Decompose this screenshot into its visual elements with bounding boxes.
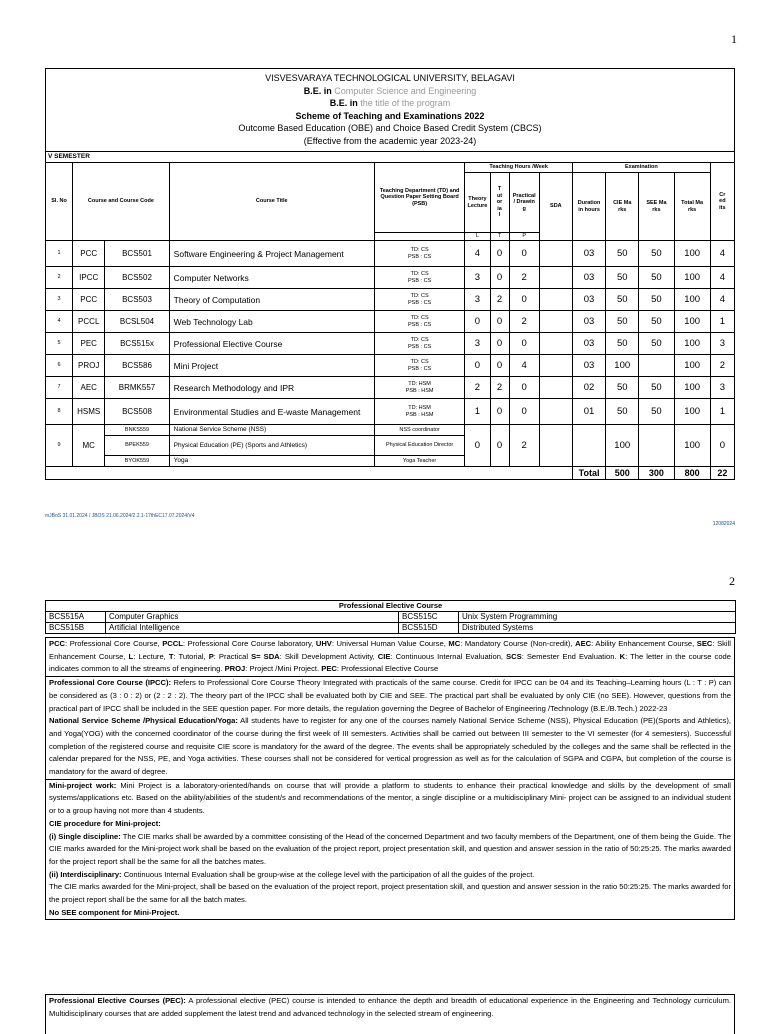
value-cie: 100 [606, 425, 639, 467]
elective-name: Artificial Intelligence [106, 623, 399, 634]
value-p: 4 [509, 355, 539, 377]
col-l: L [465, 233, 490, 241]
course-title: National Service Scheme (NSS) [169, 425, 374, 436]
footer-reference: mJBoS 31.01.2024 / JBOS 21.06.2024/2.2.1-17thEC17.07.2024/V4 [45, 513, 195, 519]
totals-cie: 500 [606, 467, 639, 480]
course-type: MC [73, 425, 105, 467]
value-credits: 4 [710, 241, 734, 267]
totals-row [46, 467, 735, 480]
col-dept: Teaching Department (TD) and Question Paper Setting Board (PSB) [374, 163, 465, 233]
course-department [374, 377, 465, 399]
value-cie: 50 [606, 311, 639, 333]
col-sl: Sl. No [46, 163, 73, 241]
col-t: T [490, 233, 509, 241]
value-l: 2 [465, 377, 490, 399]
course-title: Mini Project [169, 355, 374, 377]
value-dur: 03 [572, 289, 605, 311]
course-department: Physical Education Director [374, 436, 465, 456]
teaching-department: TD: CS [410, 247, 429, 253]
value-dur: 01 [572, 399, 605, 425]
elective-name: Computer Graphics [106, 612, 399, 623]
value-l: 3 [465, 289, 490, 311]
course-type: AEC [73, 377, 105, 399]
value-s [539, 241, 572, 267]
col-credits: Credits [710, 163, 734, 241]
value-t: 2 [490, 377, 509, 399]
paper-setting-board: PSB : CS [407, 343, 432, 350]
value-credits: 3 [710, 333, 734, 355]
totals-credits: 22 [710, 467, 734, 480]
value-total: 100 [674, 355, 710, 377]
effective-line: (Effective from the academic year 2023-24) [303, 135, 477, 146]
value-total: 100 [674, 289, 710, 311]
course-title: Software Engineering & Project Management [169, 241, 374, 267]
page-number: 1 [731, 32, 737, 46]
course-title: Web Technology Lab [169, 311, 374, 333]
elective-table-header: Professional Elective Course [46, 601, 736, 612]
totals-total: 800 [674, 467, 710, 480]
blank-cell [374, 233, 465, 241]
table-row [46, 377, 735, 399]
course-title: Theory of Computation [169, 289, 374, 311]
col-examination: Examination [572, 163, 710, 173]
value-l: 0 [465, 311, 490, 333]
row-sl: 7 [46, 377, 73, 399]
totals-see: 300 [639, 467, 674, 480]
paper-setting-board: PSB : HSM [405, 387, 434, 394]
course-title: Research Methodology and IPR [169, 377, 374, 399]
value-total: 100 [674, 399, 710, 425]
value-dur: 03 [572, 355, 605, 377]
col-see: SEE Marks [639, 173, 674, 241]
value-credits: 4 [710, 289, 734, 311]
course-type: IPCC [73, 267, 105, 289]
value-see: 50 [639, 333, 674, 355]
course-code: BCS515x [105, 333, 169, 355]
table-row [46, 311, 735, 333]
course-department [374, 333, 465, 355]
value-t: 2 [490, 289, 509, 311]
teaching-department: TD: CS [410, 293, 429, 299]
course-title: Yoga [169, 456, 374, 467]
value-see [639, 425, 674, 467]
value-cie: 50 [606, 399, 639, 425]
row-sl: 2 [46, 267, 73, 289]
pec-note: Professional Elective Courses (PEC): A professional elective (PEC) course is intended to enhance the depth and breadth of educational experience in the Engineering and Technology curriculum. Multidisciplinary courses that are added supplement the latest trend and advanced technology in the selected stream of engineering. [45, 994, 735, 1034]
elective-name: Unix System Programming [459, 612, 736, 623]
value-see: 50 [639, 289, 674, 311]
value-dur: 03 [572, 311, 605, 333]
totals-label: Total [572, 467, 605, 480]
course-code: BNKS559 [105, 425, 169, 436]
course-department: Yoga Teacher [374, 456, 465, 467]
value-p: 2 [509, 311, 539, 333]
teaching-department: TD: CS [410, 271, 429, 277]
course-title: Computer Networks [169, 267, 374, 289]
teaching-department: TD: CS [410, 337, 429, 343]
obe-line: Outcome Based Education (OBE) and Choice Based Credit System (CBCS) [238, 123, 542, 133]
col-tutorial: Tutorial [490, 173, 509, 233]
value-total: 100 [674, 311, 710, 333]
value-credits: 2 [710, 355, 734, 377]
col-theory: Theory Lecture [465, 173, 490, 233]
value-s [539, 377, 572, 399]
table-row [46, 241, 735, 267]
value-s [539, 425, 572, 467]
course-department [374, 311, 465, 333]
table-row [46, 612, 736, 623]
table-row [46, 267, 735, 289]
value-t: 0 [490, 241, 509, 267]
course-department [374, 267, 465, 289]
value-cie: 50 [606, 289, 639, 311]
course-type: PCC [73, 241, 105, 267]
program-line-2: B.E. in the title of the program [329, 98, 451, 108]
value-l: 3 [465, 333, 490, 355]
value-see: 50 [639, 377, 674, 399]
value-see: 50 [639, 267, 674, 289]
value-p: 2 [509, 425, 539, 467]
col-cie: CIE Marks [606, 173, 639, 241]
page-number-2: 2 [729, 574, 735, 588]
program-line-1: B.E. in Computer Science and Engineering [303, 85, 477, 96]
course-department: NSS coordinator [374, 425, 465, 436]
value-l: 0 [465, 425, 490, 467]
elective-name: Distributed Systems [459, 623, 736, 634]
value-s [539, 399, 572, 425]
value-l: 3 [465, 267, 490, 289]
elective-code: BCS515A [46, 612, 106, 623]
notes-box [45, 637, 735, 920]
col-p: P [509, 233, 539, 241]
teaching-department: TD: CS [410, 315, 429, 321]
value-credits: 3 [710, 377, 734, 399]
course-code: BCS586 [105, 355, 169, 377]
teaching-department: TD: HSM [408, 381, 431, 387]
row-sl: 3 [46, 289, 73, 311]
table-row [46, 623, 736, 634]
col-teaching-hours: Teaching Hours /Week [465, 163, 573, 173]
course-code: BRMK557 [105, 377, 169, 399]
value-see [639, 355, 674, 377]
value-credits: 0 [710, 425, 734, 467]
value-p: 0 [509, 377, 539, 399]
elective-code: BCS515B [46, 623, 106, 634]
col-total: Total Marks [674, 173, 710, 241]
course-department [374, 399, 465, 425]
table-row [46, 333, 735, 355]
course-type: PCCL [73, 311, 105, 333]
value-dur: 03 [572, 333, 605, 355]
value-cie: 50 [606, 333, 639, 355]
course-code: BCS503 [105, 289, 169, 311]
value-t: 0 [490, 425, 509, 467]
ipcc-and-nss-note: Professional Core Course (IPCC): Refers to Professional Core Course Theory Integrated with practicals of the same course. Credit for IPCC can be 04 and its Teaching–Learning hours (L : T : P) can be considered as (3 : 0 : 2) or (2 : 2 : 2). The theory part of the IPCC shall be evaluated both by CIE and SEE. The practical part shall be evaluated by only CIE (no SEE). However, questions from the practical part of IPCC shall be included in the SEE question paper. For more details, the regulation governing the Degree of Bachelor of Engineering /Technology (B.E./B.Tech.) 2022-23 National Service Scheme /Physical Education/Yoga: All students have to register for any one of the courses namely National Service Scheme (NSS), Physical Education (PE)(Sports and Athletics), and Yoga(YOG) with the concerned coordinator of the course during the first week of III semesters. Activities shall be carried out between III semester to the VI semester (for 4 semesters). Successful completion of the registered course and requisite CIE score is mandatory for the award of the degree. The events shall be appropriately scheduled by the colleges and the same shall be reflected in the calendar prepared for the NSS, PE, and Yoga activities. These courses shall not be considered for vertical progression as well as for the calculation of SGPA and CGPA, but completion of the course is mandatory for the award of degree. [46, 677, 734, 780]
value-total: 100 [674, 241, 710, 267]
value-see: 50 [639, 311, 674, 333]
course-type: PEC [73, 333, 105, 355]
value-s [539, 333, 572, 355]
value-credits: 1 [710, 311, 734, 333]
col-course: Course and Course Code [73, 163, 170, 241]
course-title: Environmental Studies and E-waste Management [169, 399, 374, 425]
paper-setting-board: PSB : HSM [405, 411, 434, 418]
value-t: 0 [490, 333, 509, 355]
course-code: BYOK559 [105, 456, 169, 467]
row-sl: 4 [46, 311, 73, 333]
elective-code: BCS515D [399, 623, 459, 634]
value-l: 4 [465, 241, 490, 267]
value-dur [572, 425, 605, 467]
value-s [539, 355, 572, 377]
footer-date: 12082024 [712, 521, 735, 527]
value-p: 0 [509, 399, 539, 425]
abbreviations-note: PCC: Professional Core Course, PCCL: Professional Core Course laboratory, UHV: Universal Human Value Course, MC: Mandatory Course (Non-credit), AEC: Ability Enhancement Course, SEC: Skill Enhancement Course, L: Lecture, T: Tutorial, P: Practical S= SDA: Skill Development Activity, CIE: Continuous Internal Evaluation, SCS: Semester End Evaluation. K: The letter in the course code indicates common to all the streams of engineering. PROJ: Project /Mini Project. PEC: Professional Elective Course [46, 638, 734, 677]
elective-code: BCS515C [399, 612, 459, 623]
value-see: 50 [639, 399, 674, 425]
value-see: 50 [639, 241, 674, 267]
university-name: VISVESVARAYA TECHNOLOGICAL UNIVERSITY, BELAGAVI [265, 73, 515, 83]
value-dur: 02 [572, 377, 605, 399]
table-row [46, 425, 735, 436]
course-department [374, 241, 465, 267]
teaching-department: TD: HSM [408, 405, 431, 411]
row-sl: 6 [46, 355, 73, 377]
table-row [46, 355, 735, 377]
value-dur: 03 [572, 241, 605, 267]
course-title: Physical Education (PE) (Sports and Athletics) [169, 436, 374, 456]
row-sl: 8 [46, 399, 73, 425]
scheme-title: Scheme of Teaching and Examinations 2022 [295, 110, 485, 121]
value-t: 0 [490, 311, 509, 333]
value-total: 100 [674, 377, 710, 399]
value-credits: 4 [710, 267, 734, 289]
paper-setting-board: PSB : CS [407, 253, 432, 260]
paper-setting-board: PSB : CS [407, 321, 432, 328]
course-code: BCS501 [105, 241, 169, 267]
course-type: PCC [73, 289, 105, 311]
course-code: BCS508 [105, 399, 169, 425]
col-duration: Duration in hours [572, 173, 605, 241]
scheme-header [45, 68, 735, 151]
course-department [374, 355, 465, 377]
elective-table [45, 600, 736, 634]
teaching-department: TD: CS [410, 359, 429, 365]
value-total: 100 [674, 333, 710, 355]
value-total: 100 [674, 267, 710, 289]
mini-project-note: Mini-project work: Mini Project is a laboratory-oriented/hands on course that will provide a platform to students to enhance their practical knowledge and skills by the development of small systems/applications etc. Based on the ability/abilities of the student/s and recommendations of the mentor, a single discipline or a multidisciplinary Mini- project can be assigned to an individual student or to a group having not more than 4 students. CIE procedure for Mini-project: (i) Single discipline: The CIE marks shall be awarded by a committee consisting of the Head of the concerned Department and two faculty members of the Department, one of them being the Guide. The CIE marks awarded for the Mini-project work shall be based on the evaluation of the project report, project presentation skill, and question and answer session in the ratio of 50:25:25. The marks awarded for the project report shall be the same for all the batches mates. (ii) Interdisciplinary: Continuous Internal Evaluation shall be group-wise at the college level with the participation of all the guides of the project. The CIE marks awarded for the Mini-project, shall be based on the evaluation of the project report, project presentation skill, and question and answer session in the ratio 50:25:25. The marks awarded for the project report shall be the same for all the batch mates. No SEE component for Mini-Project. [49, 780, 732, 917]
value-p: 0 [509, 241, 539, 267]
table-row [46, 289, 735, 311]
value-t: 0 [490, 267, 509, 289]
course-code: BPEK559 [105, 436, 169, 456]
col-title: Course Title [169, 163, 374, 241]
totals-spacer [46, 467, 573, 480]
course-code: BCSL504 [105, 311, 169, 333]
value-total: 100 [674, 425, 710, 467]
value-cie: 100 [606, 355, 639, 377]
course-code: BCS502 [105, 267, 169, 289]
value-dur: 03 [572, 267, 605, 289]
value-cie: 50 [606, 241, 639, 267]
value-p: 2 [509, 267, 539, 289]
course-type: HSMS [73, 399, 105, 425]
value-p: 0 [509, 333, 539, 355]
scheme-table [45, 151, 735, 480]
paper-setting-board: PSB : CS [407, 299, 432, 306]
course-title: Professional Elective Course [169, 333, 374, 355]
value-t: 0 [490, 355, 509, 377]
col-practical: Practical / Drawing [509, 173, 539, 233]
value-s [539, 311, 572, 333]
paper-setting-board: PSB : CS [407, 277, 432, 284]
semester-label: V SEMESTER [46, 152, 735, 163]
course-type: PROJ [73, 355, 105, 377]
value-cie: 50 [606, 377, 639, 399]
row-sl: 9 [46, 425, 73, 467]
course-department [374, 289, 465, 311]
value-credits: 1 [710, 399, 734, 425]
paper-setting-board: PSB : CS [407, 365, 432, 372]
value-p: 0 [509, 289, 539, 311]
col-sda: SDA [539, 173, 572, 241]
row-sl: 5 [46, 333, 73, 355]
value-cie: 50 [606, 267, 639, 289]
value-s [539, 289, 572, 311]
value-l: 1 [465, 399, 490, 425]
table-row [46, 399, 735, 425]
value-s [539, 267, 572, 289]
value-t: 0 [490, 399, 509, 425]
value-l: 0 [465, 355, 490, 377]
row-sl: 1 [46, 241, 73, 267]
